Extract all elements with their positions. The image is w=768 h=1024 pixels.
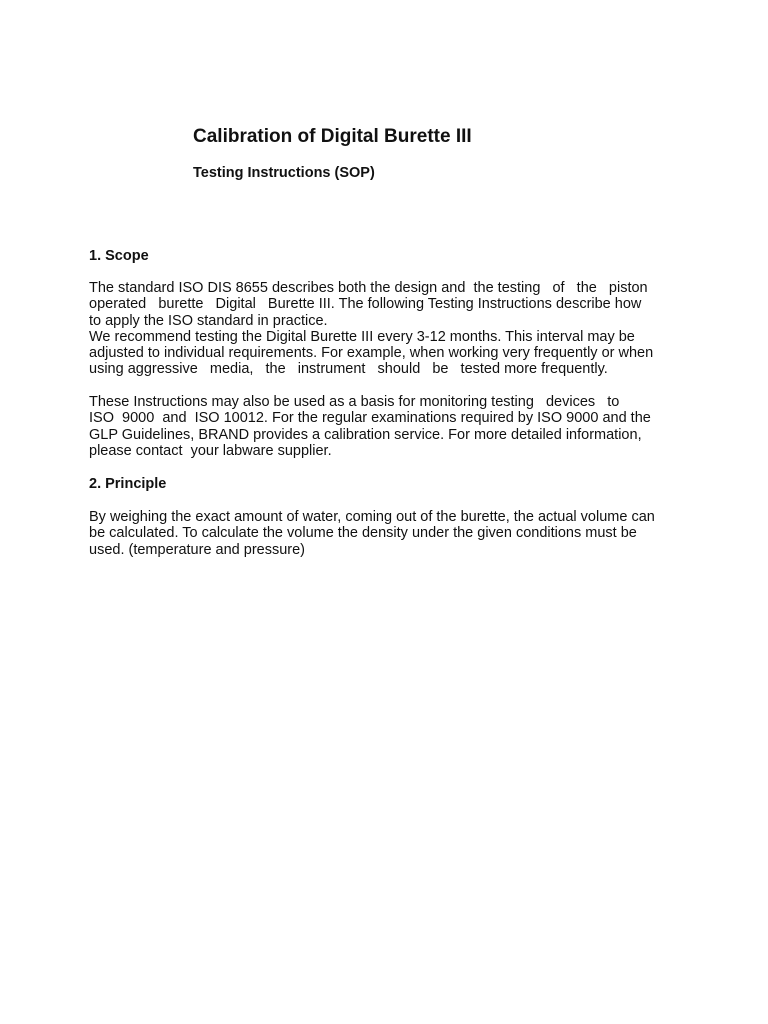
document-title: Calibration of Digital Burette III	[193, 126, 472, 147]
paragraph-line: using aggressive media, the instrument should be tested more frequently.	[89, 361, 608, 378]
paragraph-line: adjusted to individual requirements. For example, when working very frequently or when	[89, 345, 654, 362]
paragraph-line: ISO 9000 and ISO 10012. For the regular examinations required by ISO 9000 and the	[89, 410, 651, 427]
paragraph-line: to apply the ISO standard in practice.	[89, 312, 328, 329]
section-heading-principle: 2. Principle	[89, 476, 167, 492]
paragraph-line: please contact your labware supplier.	[89, 442, 332, 459]
principle-paragraph	[89, 509, 689, 558]
scope-paragraph-2	[89, 394, 689, 459]
paragraph-line: We recommend testing the Digital Burette III every 3-12 months. This interval may be	[89, 328, 635, 345]
paragraph-line: be calculated. To calculate the volume the density under the given conditions must be	[89, 525, 637, 542]
paragraph-line: By weighing the exact amount of water, coming out of the burette, the actual volume can	[89, 509, 655, 525]
paragraph-line: The standard ISO DIS 8655 describes both the design and the testing of the piston	[89, 280, 648, 296]
section-heading-scope: 1. Scope	[89, 248, 149, 264]
paragraph-line: used. (temperature and pressure)	[89, 541, 305, 558]
paragraph-line: GLP Guidelines, BRAND provides a calibration service. For more detailed information,	[89, 426, 642, 443]
scope-paragraph-1	[89, 280, 689, 378]
paragraph-line: These Instructions may also be used as a basis for monitoring testing devices to	[89, 394, 620, 410]
document-subtitle: Testing Instructions (SOP)	[193, 165, 375, 181]
paragraph-line: operated burette Digital Burette III. The following Testing Instructions describe how	[89, 296, 642, 313]
